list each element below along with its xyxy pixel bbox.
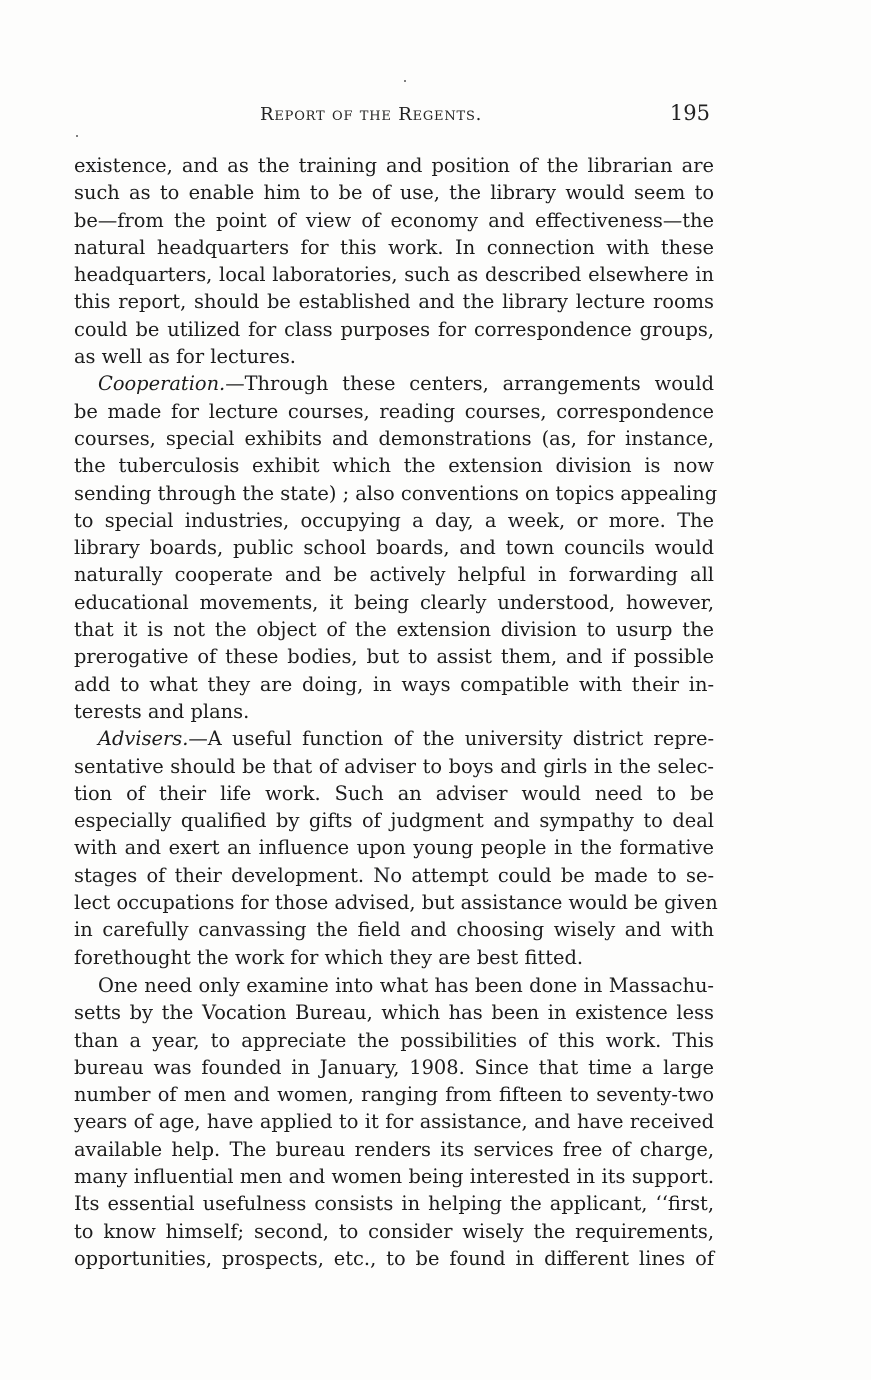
text-line: that it is not the object of the extension division to usurp the (74, 618, 714, 642)
run-in-text: —Through these centers, arrangements would (225, 372, 714, 396)
print-speck (76, 135, 78, 137)
text-line: educational movements, it being clearly understood, however, (74, 590, 714, 614)
text-line: bureau was founded in January, 1908. Since that time a large (74, 1055, 714, 1079)
text-line: opportunities, prospects, etc., to be found in different lines of (74, 1246, 714, 1270)
text-line: sentative should be that of adviser to boys and girls in the selec- (74, 754, 714, 778)
run-in-heading: Cooperation. (98, 372, 226, 396)
text-line: existence, and as the training and position of the librarian are (74, 154, 714, 177)
text-line: than a year, to appreciate the possibilities of this work. This (74, 1028, 714, 1052)
text-line: One need only examine into what has been done in Massachu- (98, 973, 714, 997)
text-line: to know himself; second, to consider wisely the requirements, (74, 1219, 714, 1243)
text-line: Its essential usefulness consists in helping the applicant, ‘‘first, (74, 1192, 714, 1216)
text-line: prerogative of these bodies, but to assist them, and if possible (74, 645, 714, 669)
text-line: natural headquarters for this work. In connection with these (74, 235, 714, 259)
text-line: library boards, public school boards, and town councils would (74, 536, 714, 560)
run-in-heading: Advisers. (98, 727, 189, 751)
paragraph-advisers-line (74, 725, 714, 752)
text-line: available help. The bureau renders its services free of charge, (74, 1137, 714, 1161)
text-line: forethought the work for which they are best fitted. (74, 945, 584, 969)
text-line: lect occupations for those advised, but assistance would be given (74, 891, 718, 915)
text-line: be made for lecture courses, reading courses, correspondence (74, 399, 714, 423)
text-line: tion of their life work. Such an adviser would need to be (74, 781, 714, 805)
text-line: as well as for lectures. (74, 345, 296, 369)
text-line: number of men and women, ranging from fifteen to seventy-two (74, 1083, 714, 1107)
text-line: could be utilized for class purposes for correspondence groups, (74, 317, 714, 341)
text-line: the tuberculosis exhibit which the extension division is now (74, 454, 714, 478)
text-line: to special industries, occupying a day, a week, or more. The (74, 508, 714, 532)
text-line: add to what they are doing, in ways compatible with their in- (74, 672, 714, 696)
text-line: this report, should be established and the library lecture rooms (74, 290, 714, 314)
text-line: many influential men and women being interested in its support. (74, 1164, 714, 1188)
page-number: 195 (669, 101, 710, 125)
text-line: in carefully canvassing the field and choosing wisely and with (74, 918, 714, 942)
text-line: courses, special exhibits and demonstrations (as, for instance, (74, 426, 714, 450)
text-line: terests and plans. (74, 699, 250, 723)
text-line: stages of their development. No attempt could be made to se- (74, 863, 714, 887)
text-line: be—from the point of view of economy and effectiveness—the (74, 208, 714, 232)
text-line: setts by the Vocation Bureau, which has been in existence less (74, 1001, 714, 1025)
run-in-text: —A useful function of the university district repre- (188, 727, 714, 751)
running-title: Report of the Regents. (260, 104, 483, 125)
text-line: headquarters, local laboratories, such as described elsewhere in (74, 263, 714, 287)
text-line: especially qualified by gifts of judgment and sympathy to deal (74, 809, 714, 833)
paragraph-cooperation-line (74, 370, 714, 397)
text-line: years of age, have applied to it for assistance, and have received (74, 1110, 714, 1134)
running-head (74, 101, 714, 134)
text-line: sending through the state) ; also conventions on topics appealing (74, 481, 718, 505)
text-line: such as to enable him to be of use, the library would seem to (74, 181, 714, 205)
body-text (74, 152, 718, 1272)
text-line: with and exert an influence upon young people in the formative (74, 836, 714, 860)
text-line: naturally cooperate and be actively helpful in forwarding all (74, 563, 714, 587)
print-speck (404, 80, 406, 82)
